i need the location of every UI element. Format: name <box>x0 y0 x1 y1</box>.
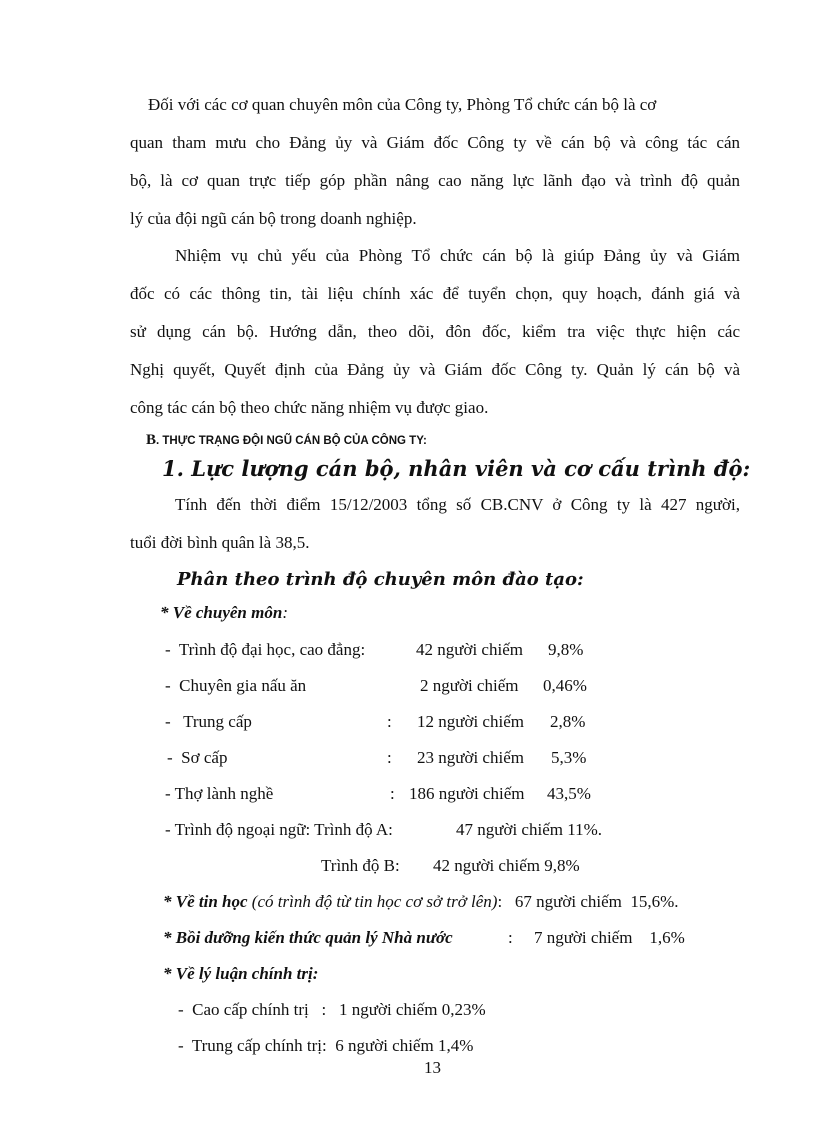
page-number: 13 <box>424 1058 441 1077</box>
item-count: 186 người chiếm <box>409 784 525 803</box>
chuyen-mon-colon: : <box>282 603 288 622</box>
paragraph-2-line-5: công tác cán bộ theo chức năng nhiệm vụ được giao. <box>130 398 489 417</box>
ngoai-ngu-b-label: Trình độ B: <box>321 856 400 875</box>
chinh-tri-item-1: - Cao cấp chính trị : 1 người chiếm 0,23% <box>178 1000 486 1019</box>
paragraph-2-line-3: sử dụng cán bộ. Hướng dẫn, theo dõi, đôn đốc, kiểm tra việc thực hiện các <box>130 322 740 341</box>
section-b-letter: B <box>146 432 157 448</box>
item-name: Sơ cấp <box>181 748 228 767</box>
paragraph-1-line-2: quan tham mưu cho Đảng ủy và Giám đốc Công ty về cán bộ và công tác cán <box>130 133 740 152</box>
item-pct: 43,5% <box>547 784 591 803</box>
ngoai-ngu-a: 47 người chiếm 11%. <box>456 820 602 839</box>
list-item <box>165 712 252 732</box>
paragraph-1-line-3: bộ, là cơ quan trực tiếp góp phần nâng cao năng lực lãnh đạo và trình độ quản <box>130 171 740 190</box>
paragraph-2-line-4: Nghị quyết, Quyết định của Đảng ủy và Giám đốc Công ty. Quản lý cán bộ và <box>130 360 740 379</box>
paragraph-1-line-4: lý của đội ngũ cán bộ trong doanh nghiệp. <box>130 209 417 228</box>
item-prefix: - <box>165 676 180 695</box>
chuyen-mon-label <box>160 603 288 623</box>
paragraph-2-line-1: Nhiệm vụ chủ yếu của Phòng Tổ chức cán bộ là giúp Đảng ủy và Giám <box>175 246 740 265</box>
paragraph-1-line-1: Đối với các cơ quan chuyên môn của Công ty, Phòng Tổ chức cán bộ là cơ <box>148 95 657 114</box>
item-prefix: - <box>165 712 184 731</box>
section-b-title: . THỰC TRẠNG ĐỘI NGŨ CÁN BỘ CỦA CÔNG TY: <box>156 435 427 447</box>
item-name: Chuyên gia nấu ăn <box>179 676 307 695</box>
item-name: Trình độ đại học, cao đẳng: <box>178 640 366 659</box>
boi-duong-value: : 7 người chiếm 1,6% <box>508 928 685 947</box>
item-prefix: - <box>165 640 179 659</box>
item-pct: 2,8% <box>550 712 586 731</box>
item-count: 12 người chiếm <box>417 712 524 731</box>
item-sep: : <box>390 784 395 803</box>
chuyen-mon-label-text: * Về chuyên môn <box>160 603 283 622</box>
item-prefix: - <box>167 748 182 767</box>
intro-line-2: tuổi đời bình quân là 38,5. <box>130 533 310 552</box>
tin-hoc-value: : 67 người chiếm 15,6%. <box>497 892 679 911</box>
list-item <box>165 640 365 660</box>
section-b-heading <box>146 430 427 451</box>
item-sep: : <box>387 712 392 731</box>
ngoai-ngu-label: - Trình độ ngoại ngữ: Trình độ A: <box>165 820 393 839</box>
heading-1: 1. Lực lượng cán bộ, nhân viên và cơ cấu trình độ: <box>162 456 751 481</box>
chinh-tri-label: * Về lý luận chính trị: <box>163 964 319 983</box>
paragraph-2-line-2: đốc có các thông tin, tài liệu chính xác để tuyển chọn, quy hoạch, đánh giá và <box>130 284 740 303</box>
item-count: 42 người chiếm <box>416 640 523 659</box>
subheading: Phân theo trình độ chuyên môn đào tạo: <box>177 569 584 590</box>
list-item <box>165 676 306 696</box>
item-count: 23 người chiếm <box>417 748 524 767</box>
item-name: Thợ lành nghề <box>174 784 274 803</box>
item-name: Trung cấp <box>183 712 252 731</box>
ngoai-ngu-b: 42 người chiếm 9,8% <box>433 856 580 875</box>
list-item <box>165 784 273 804</box>
item-prefix: - <box>165 784 175 803</box>
tin-hoc-label: * Về tin học <box>163 892 248 911</box>
item-sep: : <box>387 748 392 767</box>
intro-line-1: Tính đến thời điểm 15/12/2003 tổng số CB.CNV ở Công ty là 427 người, <box>175 495 740 514</box>
item-pct: 0,46% <box>543 676 587 695</box>
chinh-tri-item-2: - Trung cấp chính trị: 6 người chiếm 1,4% <box>178 1036 474 1055</box>
item-count: 2 người chiếm <box>420 676 519 695</box>
tin-hoc-note: (có trình độ từ tin học cơ sở trở lên) <box>251 892 498 911</box>
list-item <box>167 748 227 768</box>
item-pct: 5,3% <box>551 748 587 767</box>
tin-hoc-line <box>163 892 679 912</box>
item-pct: 9,8% <box>548 640 584 659</box>
boi-duong-label: * Bồi dưỡng kiến thức quản lý Nhà nước <box>163 928 453 947</box>
